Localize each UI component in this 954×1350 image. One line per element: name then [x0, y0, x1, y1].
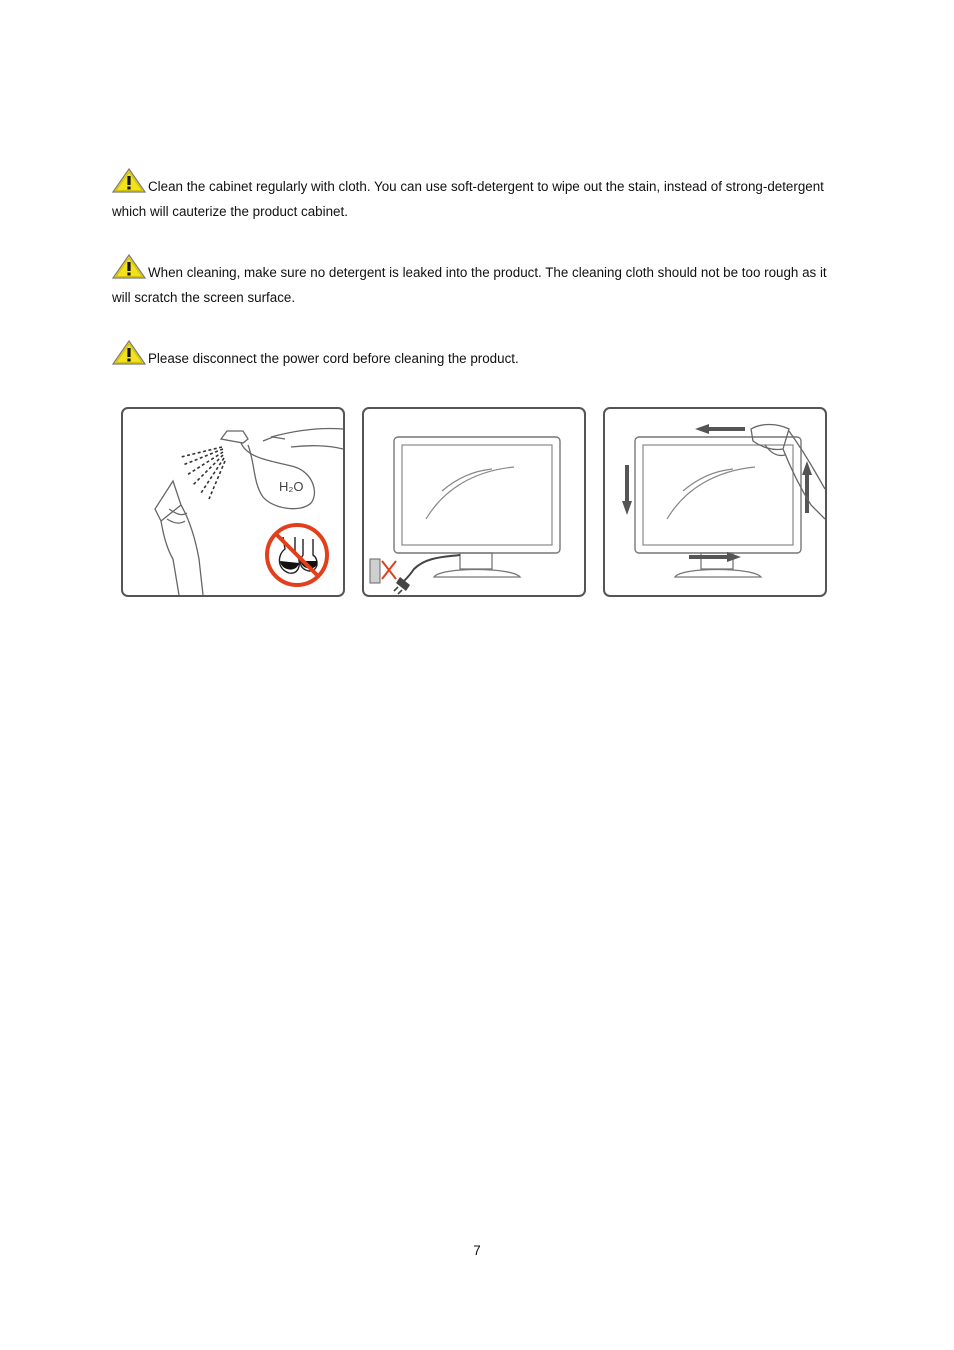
power-plug-icon	[394, 577, 410, 594]
hand-with-cloth-icon	[155, 481, 203, 595]
note-text: Clean the cabinet regularly with cloth. You can use soft-detergent to wipe out the stain, instead of strong-detergent which will cauterize the product cabinet.	[112, 179, 824, 219]
cleaning-note-detergent	[112, 254, 832, 310]
unplug-monitor-illustration	[362, 407, 586, 597]
spray-mist-icon	[181, 447, 225, 499]
bottle-label: H₂O	[279, 479, 304, 494]
hand-with-cloth-icon	[751, 425, 825, 520]
page-number: 7	[473, 1243, 481, 1258]
monitor-icon	[394, 437, 560, 577]
note-text: Please disconnect the power cord before cleaning the product.	[148, 351, 519, 366]
cleaning-note-cabinet	[112, 168, 832, 224]
warning-triangle-icon	[112, 254, 146, 280]
power-outlet-icon	[370, 559, 396, 583]
warning-triangle-icon	[112, 340, 146, 366]
warning-triangle-icon	[112, 168, 146, 194]
no-chemicals-icon	[267, 525, 327, 585]
note-text: When cleaning, make sure no detergent is leaked into the product. The cleaning cloth should not be too rough as it will scratch the screen surface.	[112, 265, 827, 305]
wipe-monitor-illustration	[603, 407, 827, 597]
spray-water-illustration	[121, 407, 345, 597]
cleaning-note-power-cord	[112, 340, 832, 371]
spray-bottle-icon	[221, 431, 314, 509]
